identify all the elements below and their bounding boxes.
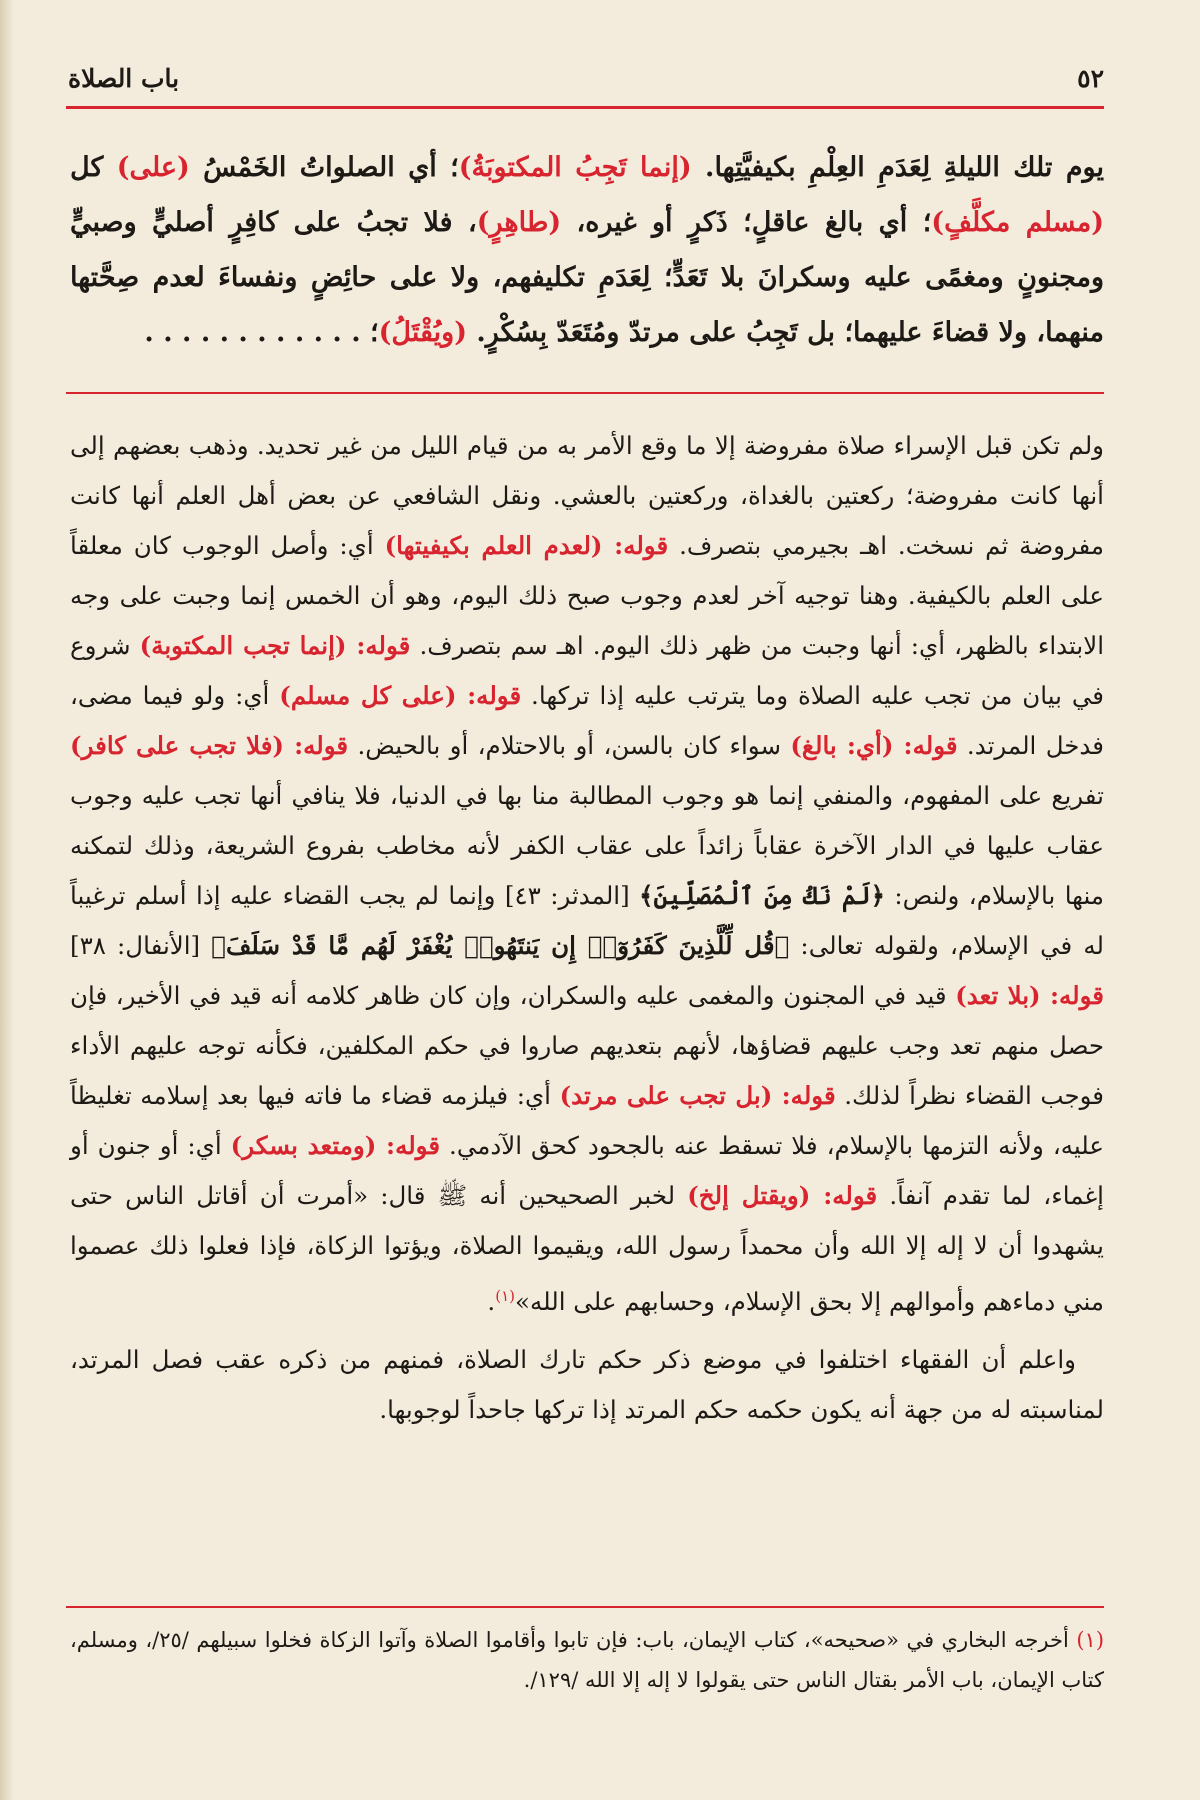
text-segment-red: قوله: (بل تجب على مرتد) xyxy=(559,1081,836,1110)
text-segment-plain: [المدثر: ٤٣] وإنما لم يجب القضاء عليه إذا أسلم ترغيباً له في الإسلام، ولقوله تعالى: xyxy=(70,881,1104,960)
running-header xyxy=(68,58,1104,98)
footnote-rule xyxy=(66,1606,1104,1608)
matn-paragraph xyxy=(70,140,1104,360)
text-segment-plain: ؛ أي الصلواتُ الخَمْسُ xyxy=(189,152,459,183)
page-number: ٥٢ xyxy=(1077,63,1104,93)
text-segment-red: قوله: (إنما تجب المكتوبة) xyxy=(139,631,411,660)
text-segment-plain: ؛ xyxy=(360,317,379,348)
text-segment-plain: أي: أو جنون أو إغماء، لما تقدم آنفاً. xyxy=(70,1131,1104,1210)
text-segment-red: قوله: (ويقتل إلخ) xyxy=(687,1181,878,1210)
text-segment-bold: ﴿قُل لِّلَّذِينَ كَفَرُوٓا۟ إِن يَنتَهُوا۟ يُغْفَرْ لَهُم مَّا قَدْ سَلَفَ﴾ xyxy=(211,931,790,960)
text-segment-red: (ويُقْتَلُ) xyxy=(378,317,467,348)
text-segment-red: قوله: (أي: بالغ) xyxy=(790,731,958,760)
text-segment-sup: (١) xyxy=(495,1287,515,1305)
text-segment-plain: ، فلا تجبُ على كافِرٍ أصليٍّ وصبيٍّ ومجنونٍ ومغمًى عليه وسكرانَ بلا تَعَدٍّ؛ لِعَدَمِ تكليفهم، ولا على حائِضٍ ونفساءَ لعدم صِحَّتها منهما، ولا قضاءَ عليهما؛ بل تَجِبُ على مرتدّ ومُتَعَدّ بِسُكْرٍ. xyxy=(70,207,1104,348)
text-segment-red: قوله: (على كل مسلم) xyxy=(279,681,522,710)
text-segment-bold: ﴿لَمْ نَكُ مِنَ ٱلْمُصَلِّينَ﴾ xyxy=(639,881,885,910)
matn-separator-rule xyxy=(66,392,1104,394)
text-segment-plain: أي: ولو فيما مضى، فدخل المرتد. xyxy=(70,681,1104,760)
header-rule xyxy=(66,106,1104,109)
text-segment-plain: أي: فيلزمه قضاء ما فاته فيها بعد إسلامه تغليظاً عليه، ولأنه التزمها بالإسلام، فلا تسقط عنه بالجحود كحق الآدمي. xyxy=(70,1081,1105,1160)
text-segment-red: (على) xyxy=(116,152,190,183)
text-segment-plain: ؛ أي بالغ عاقلٍ؛ ذَكرٍ أو غيره، xyxy=(561,207,932,238)
text-segment-plain: سواء كان بالسن، أو بالاحتلام، أو بالحيض. xyxy=(348,731,791,760)
text-segment-red: (إنما تَجِبُ المكتوبَةُ) xyxy=(458,152,692,183)
sharh-paragraph-2: واعلم أن الفقهاء اختلفوا في موضع ذكر حكم تارك الصلاة، فمنهم من ذكره عقب فصل المرتد، لمناسبته له من جهة أنه يكون حكمه حكم المرتد إذا تركها جاحداً لوجوبها. xyxy=(70,1345,1104,1425)
text-segment-plain: يوم تلك الليلةِ لِعَدَمِ العِلْمِ بكيفيَّتِها. xyxy=(691,152,1104,183)
text-segment-plain: لخبر الصحيحين أنه ﷺ قال: «أمرت أن أقاتل الناس حتى يشهدوا أن لا إله إلا الله وأن محمداً رسول الله، ويقيموا الصلاة، ويؤتوا الزكاة، فإذا فعلوا ذلك عصموا مني دماءهم وأموالهم إلا بحق الإسلام، وحسابهم على الله» xyxy=(70,1181,1104,1317)
text-segment-plain: [الأنفال: ٣٨] xyxy=(70,931,212,960)
text-segment-plain: ولم تكن قبل الإسراء صلاة مفروضة إلا ما وقع الأمر به من قيام الليل من غير تحديد. وذهب بعضهم إلى أنها كانت مفروضة؛ ركعتين بالغداة، وركعتين بالعشي. ونقل الشافعي عن بعض أهل العلم أنها كانت مفروضة ثم نسخت. اهـ بجيرمي بتصرف. xyxy=(70,431,1104,560)
footnote-text: أخرجه البخاري في «صحيحه»، كتاب الإيمان، باب: فإن تابوا وأقاموا الصلاة وآتوا الزكاة فخلوا سبيلهم /٢٥/، ومسلم، كتاب الإيمان، باب الأمر بقتال الناس حتى يقولوا لا إله إلا الله /١٢٩/. xyxy=(70,1628,1104,1692)
chapter-title: باب الصلاة xyxy=(68,63,180,93)
text-segment-red: (مسلم مكلَّفٍ) xyxy=(931,207,1104,238)
text-segment-plain: أي: وأصل الوجوب كان معلقاً على العلم بالكيفية. وهنا توجيه آخر لعدم وجوب صبح ذلك اليوم، وهو أن الخمس إنما وجبت على وجه الابتداء بالظهر، أي: أنها وجبت من ظهر ذلك اليوم. اهـ سم بتصرف. xyxy=(70,531,1105,660)
text-segment-red: قوله: (بلا تعد) xyxy=(955,981,1104,1010)
text-segment-plain: . xyxy=(487,1287,496,1317)
text-segment-red: (طاهِرٍ) xyxy=(476,207,562,238)
text-segment-plain: شروع في بيان من تجب عليه الصلاة وما يترتب عليه إذا تركها. xyxy=(70,631,1104,710)
text-segment-red: قوله: (ومتعد بسكر) xyxy=(230,1131,441,1160)
footnotes xyxy=(70,1620,1104,1700)
text-segment-dots: . . . . . . . . . . . . xyxy=(144,317,361,348)
text-segment-plain: قيد في المجنون والمغمى عليه والسكران، وإن كان ظاهر كلامه أنه قيد في الأخير، فإن حصل منهم تعد وجب عليهم قضاؤها، لأنهم بتعديهم صاروا في حكم المكلفين، فكأنه توجه عليهم الأداء فوجب القضاء نظراً لذلك. xyxy=(70,981,1104,1110)
text-segment-red: قوله: (لعدم العلم بكيفيتها) xyxy=(384,531,669,560)
sharh-text xyxy=(70,421,1104,1435)
matn-text xyxy=(70,140,1104,360)
text-segment-plain: تفريع على المفهوم، والمنفي إنما هو وجوب المطالبة منا بها في الدنيا، فلا ينافي أنها تجب عليه وجوب عقاب عليها في الدار الآخرة عقاباً زائداً على عقاب الكفر لأنه مخاطب بفروع الشريعة، وذلك لتمكنه منها بالإسلام، ولنص: xyxy=(70,781,1104,910)
text-segment-plain: كل xyxy=(70,152,117,183)
footnote-1 xyxy=(70,1620,1104,1700)
page-edge-shadow xyxy=(0,0,14,1800)
footnote-marker: (١) xyxy=(1076,1628,1105,1652)
text-segment-red: قوله: (فلا تجب على كافر) xyxy=(70,731,349,760)
sharh-paragraph-1 xyxy=(70,421,1104,1327)
